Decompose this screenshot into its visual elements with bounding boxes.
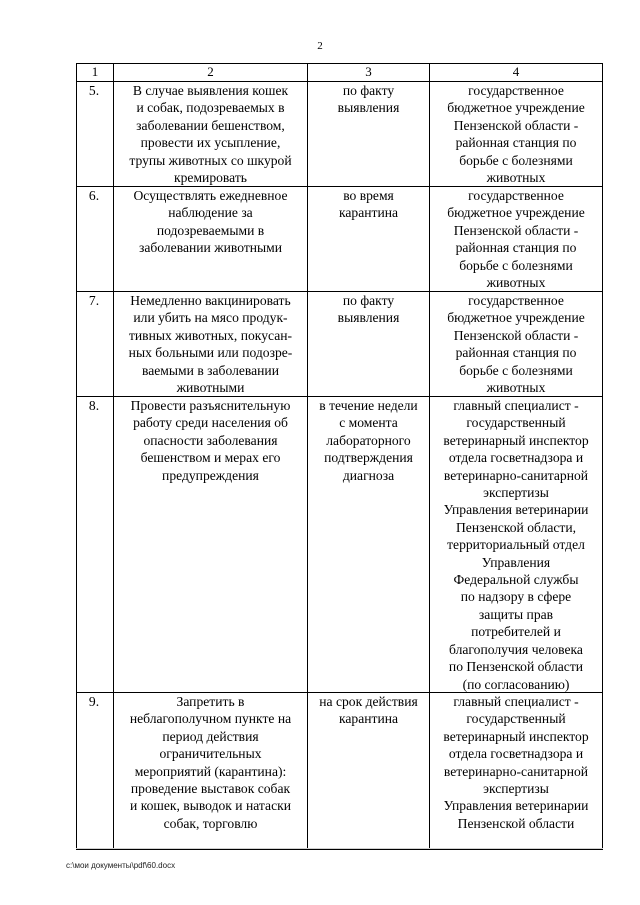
row-number: 6. (77, 187, 114, 292)
footer-file-path: c:\мои документы\pdf\60.docx (66, 861, 176, 870)
action-line: собак, торговлю (163, 815, 258, 831)
term-line: в течение недели (319, 398, 418, 413)
action-line: провести их усыпление, (140, 135, 281, 151)
responsible-line: борьбе с болезнями (459, 362, 573, 378)
column-header-3: 3 (308, 64, 430, 82)
term-line: карантина (338, 711, 399, 727)
action-line: кремировать (174, 170, 247, 186)
term-cell (308, 693, 430, 850)
action-line: опасности заболевания (143, 432, 278, 448)
responsible-line: территориальный отдел (447, 537, 585, 553)
action-line: и собак, подозреваемых в (136, 100, 285, 116)
responsible-line: ветеринарный инспектор (443, 432, 589, 448)
action-line: ных больными или подозре- (128, 345, 293, 361)
action-line: трупы животных со шкурой (129, 152, 292, 168)
responsible-line: бюджетное учреждение (447, 310, 585, 326)
responsible-line: благополучия человека (449, 641, 583, 657)
table-row (77, 187, 603, 292)
action-line: работу среди населения об (133, 415, 288, 431)
responsible-cell (430, 693, 603, 850)
responsible-line: государственный (466, 711, 566, 727)
responsible-cell (430, 292, 603, 397)
term-line: во время (343, 188, 394, 203)
table-bottom-rule (76, 848, 603, 849)
term-line: лабораторного (326, 432, 411, 448)
responsible-line: экспертизы (483, 781, 549, 797)
table-row (77, 82, 603, 187)
action-line: неблагополучном пункте на (129, 711, 292, 727)
row-number: 9. (77, 693, 114, 850)
term-cell (308, 397, 430, 693)
row-number: 5. (77, 82, 114, 187)
responsible-line: отдела госветнадзора и (448, 746, 584, 762)
responsible-cell (430, 397, 603, 693)
responsible-line: ветеринарно-санитарной (443, 467, 589, 483)
responsible-line: Пензенской области - (453, 222, 579, 238)
responsible-line: главный специалист - (453, 398, 579, 413)
responsible-line: животных (486, 170, 546, 186)
responsible-line: животных (486, 380, 546, 396)
term-line: выявления (337, 310, 400, 326)
action-cell (114, 292, 308, 397)
column-header-1: 1 (77, 64, 114, 82)
responsible-line: районная станция по (455, 240, 577, 256)
action-cell (114, 82, 308, 187)
term-cell (308, 187, 430, 292)
action-line: животными (176, 380, 245, 396)
action-cell (114, 187, 308, 292)
action-line: заболевании бешенством, (136, 117, 285, 133)
action-line: бешенством и мерах его (140, 450, 281, 466)
responsible-line: защиты прав (478, 606, 554, 622)
table-body (77, 82, 603, 850)
action-cell (114, 693, 308, 850)
responsible-cell (430, 82, 603, 187)
action-line: Запретить в (176, 694, 245, 709)
action-line: Провести разъяснительную (130, 398, 291, 413)
term-line: с момента (339, 415, 398, 431)
responsible-cell (430, 187, 603, 292)
responsible-line: потребителей и (471, 624, 561, 640)
responsible-line: по Пензенской области (448, 659, 584, 675)
action-line: заболевании животными (138, 240, 283, 256)
row-number: 7. (77, 292, 114, 397)
action-line: наблюдение за (168, 205, 253, 221)
action-line: период действия (162, 728, 259, 744)
term-line: диагноза (342, 467, 395, 483)
action-line: подозреваемыми в (156, 222, 265, 238)
responsible-line: государственное (468, 293, 564, 308)
measures-table (76, 63, 603, 850)
term-line: по факту (342, 83, 395, 98)
responsible-line: ветеринарно-санитарной (443, 763, 589, 779)
responsible-line: животных (486, 275, 546, 291)
responsible-line: главный специалист - (453, 694, 579, 709)
responsible-line: Управления ветеринарии (443, 502, 589, 518)
page-number: 2 (317, 40, 323, 52)
table-header-row (77, 64, 603, 82)
responsible-line: государственное (468, 83, 564, 98)
responsible-line: экспертизы (483, 485, 549, 501)
row-number: 8. (77, 397, 114, 693)
action-line: проведение выставок собак (130, 781, 291, 797)
responsible-line: Пензенской области - (453, 327, 579, 343)
term-line: по факту (342, 293, 395, 308)
column-header-2: 2 (114, 64, 308, 82)
responsible-line: районная станция по (455, 135, 577, 151)
responsible-line: Федеральной службы (453, 572, 579, 588)
table-row (77, 693, 603, 850)
table-row (77, 397, 603, 693)
term-line: выявления (337, 100, 400, 116)
action-cell (114, 397, 308, 693)
action-line: В случае выявления кошек (132, 83, 289, 98)
action-line: ваемыми в заболевании (142, 362, 279, 378)
responsible-line: (по согласованию) (462, 676, 570, 692)
term-cell (308, 82, 430, 187)
responsible-line: по надзору в сфере (460, 589, 572, 605)
responsible-line: бюджетное учреждение (447, 100, 585, 116)
responsible-line: Управления ветеринарии (443, 798, 589, 814)
responsible-line: отдела госветнадзора и (448, 450, 584, 466)
term-cell (308, 292, 430, 397)
responsible-line: Пензенской области - (453, 117, 579, 133)
responsible-line: Пензенской области, (455, 519, 577, 535)
action-line: предупреждения (162, 467, 259, 483)
responsible-line: Пензенской области (457, 815, 575, 831)
responsible-line: борьбе с болезнями (459, 257, 573, 273)
action-line: Осуществлять ежедневное (133, 188, 288, 203)
action-line: ограничительных (159, 746, 262, 762)
term-line: карантина (338, 205, 399, 221)
responsible-line: Управления (481, 554, 551, 570)
action-line: и кошек, выводок и натаски (130, 798, 291, 814)
term-line: подтверждения (324, 450, 413, 466)
responsible-line: борьбе с болезнями (459, 152, 573, 168)
column-header-4: 4 (430, 64, 603, 82)
responsible-line: бюджетное учреждение (447, 205, 585, 221)
responsible-line: государственный (466, 415, 566, 431)
action-line: тивных животных, покусан- (128, 327, 293, 343)
term-line: на срок действия (319, 694, 418, 709)
table-row (77, 292, 603, 397)
action-line: или убить на мясо продук- (133, 310, 288, 326)
action-line: мероприятий (карантина): (134, 763, 287, 779)
responsible-line: районная станция по (455, 345, 577, 361)
responsible-line: государственное (468, 188, 564, 203)
responsible-line: ветеринарный инспектор (443, 728, 589, 744)
action-line: Немедленно вакцинировать (130, 293, 291, 308)
